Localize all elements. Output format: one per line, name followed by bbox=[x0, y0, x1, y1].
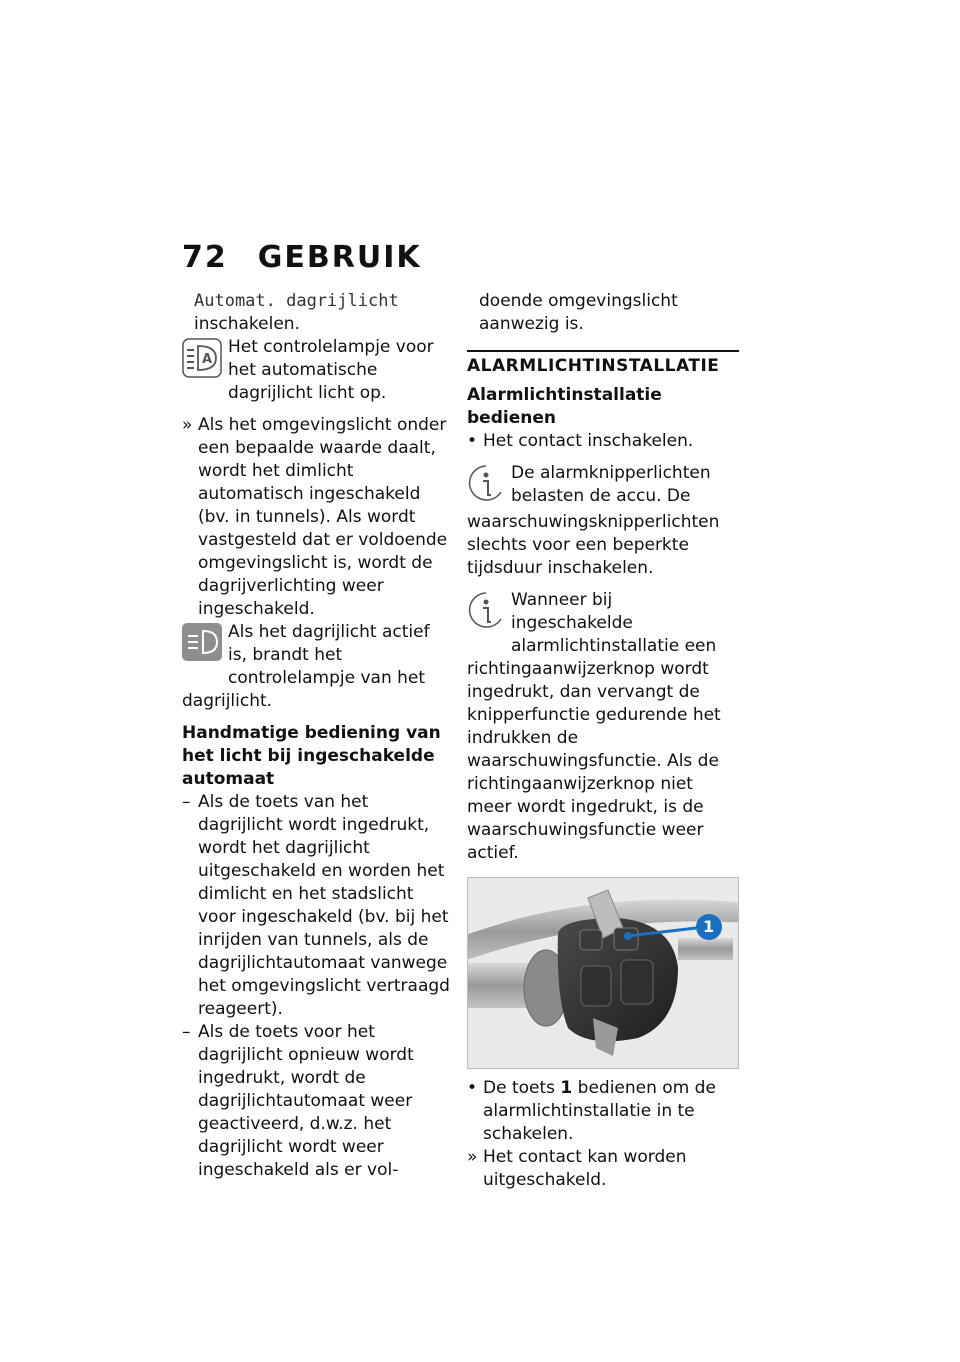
note-daylight bbox=[182, 621, 450, 713]
dash-item bbox=[182, 1021, 450, 1182]
bullet-text: Het contact inschakelen. bbox=[483, 431, 694, 451]
result-item bbox=[182, 414, 450, 621]
info-icon bbox=[467, 591, 505, 638]
page-number: 72 bbox=[182, 240, 228, 275]
dash-text: Als de toets voor het dagrijlicht opnieuw wordt ingedrukt, wordt de dagrijlichtautomaat weer geactiveerd, d.w.z. het dagrijlicht wordt weer ingeschakeld als er vol- bbox=[198, 1022, 414, 1180]
info-note bbox=[467, 589, 739, 865]
continued-text: doende omgevingslicht aanwezig is. bbox=[479, 291, 678, 334]
bullet-mark: • bbox=[467, 1078, 478, 1098]
chapter-title: GEBRUIK bbox=[257, 240, 422, 275]
subheading-hazard: Alarmlichtinstallatie bedienen bbox=[467, 385, 662, 428]
bullet-mark: • bbox=[467, 431, 478, 451]
info-note bbox=[467, 462, 739, 580]
daylight-icon bbox=[182, 623, 222, 668]
bullet-item bbox=[467, 1077, 739, 1146]
note-text: Het controlelampje voor het automatische dagrijlicht licht op. bbox=[228, 337, 434, 403]
note-text: Als het dagrijlicht actief is, brandt het controlelampje van het dagrijlicht. bbox=[182, 622, 430, 711]
bullet-text-post: bedienen om de alarmlichtinstallatie in te schakelen. bbox=[483, 1078, 716, 1144]
left-column bbox=[182, 290, 450, 1182]
dash-mark: – bbox=[182, 1022, 191, 1042]
info-icon bbox=[467, 464, 505, 511]
switch-illustration bbox=[467, 877, 739, 1069]
svg-text:A: A bbox=[202, 352, 213, 367]
info-text: Wanneer bij ingeschakelde alarmlichtinstallatie een richtingaanwijzerknop wordt ingedrukt, dan vervangt de knipperfunctie gedurende het indrukken de waarschuwingsfunctie. Als de richtingaanwijzerknop niet meer wordt ingedrukt, is de waarschuwingsfunctie weer actief. bbox=[467, 590, 721, 863]
dash-item bbox=[182, 791, 450, 1021]
right-column bbox=[467, 290, 739, 1192]
result-item bbox=[467, 1146, 739, 1192]
bullet-text bbox=[483, 1077, 739, 1146]
info-text: De alarmknipperlichten belasten de accu. De waarschuwingsknipperlichten slechts voor een beperkte tijdsduur inschakelen. bbox=[467, 463, 720, 578]
instruction-continued: inschakelen. bbox=[194, 314, 300, 334]
bullet-item bbox=[467, 430, 739, 453]
page-header bbox=[182, 240, 422, 275]
subheading-manual: Handmatige bediening van het licht bij ingeschakelde automaat bbox=[182, 723, 441, 789]
dash-text: Als de toets van het dagrijlicht wordt ingedrukt, wordt het dagrijlicht uitgeschakeld en worden het dimlicht en het stadslicht voor ingeschakeld (bv. bij het inrijden van tunnels, als de dagrijlichtautomaat vanwege het omgevingslicht vertraagd reageert). bbox=[198, 792, 450, 1019]
result-text: Het contact kan worden uitgeschakeld. bbox=[483, 1147, 687, 1190]
auto-daylight-icon bbox=[182, 338, 222, 385]
dash-mark: – bbox=[182, 792, 191, 812]
display-text: Automat. dagrijlicht bbox=[194, 291, 399, 311]
result-mark: » bbox=[182, 415, 193, 435]
result-mark: » bbox=[467, 1147, 478, 1167]
bullet-text-pre: De toets bbox=[483, 1078, 561, 1098]
note-auto-daylight bbox=[182, 336, 450, 405]
callout-label: 1 bbox=[703, 917, 715, 936]
result-text: Als het omgevingslicht onder een bepaalde waarde daalt, wordt het dimlicht automatisch ingeschakeld (bv. in tunnels). Als wordt vastgesteld dat er voldoende omgevingslicht is, wordt de dagrijverlichting weer ingeschakeld. bbox=[198, 415, 448, 619]
section-title: ALARMLICHTINSTALLATIE bbox=[467, 350, 739, 378]
button-reference: 1 bbox=[560, 1078, 573, 1098]
